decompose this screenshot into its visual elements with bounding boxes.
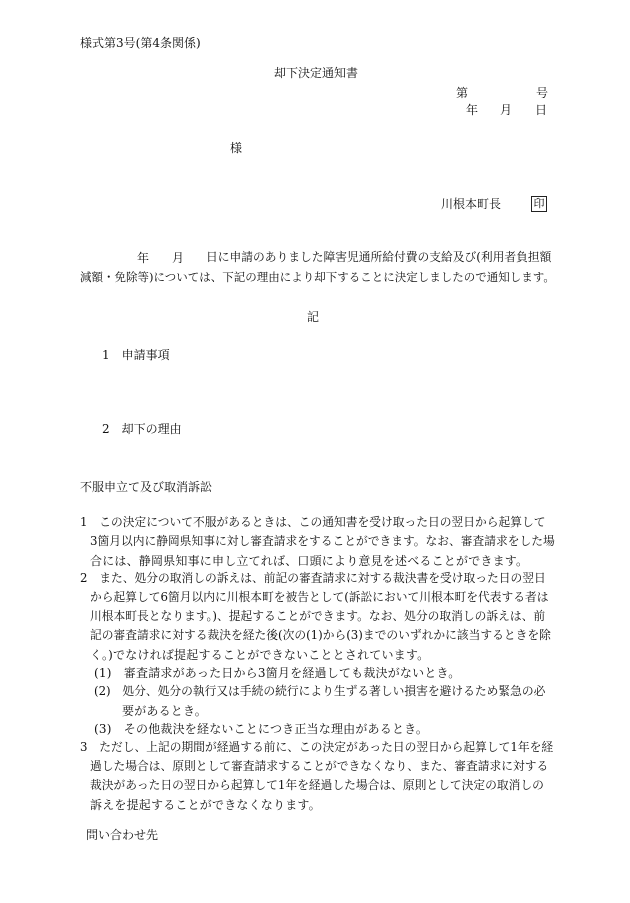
contact-label: 問い合わせ先 [86, 828, 159, 842]
doc-number-prefix: 第 [456, 86, 469, 100]
form-number: 様式第3号(第4条関係) [80, 36, 201, 50]
intro-line2: 減額・免除等)については、下記の理由により却下することに決定しましたので通知します。 [80, 270, 555, 284]
document-title: 却下決定通知書 [274, 66, 359, 80]
intro-line1: 日に申請のありました障害児通所給付費の支給及び(利用者負担額 [206, 250, 552, 264]
item1-line1: 1 この決定について不服があるときは、この通知書を受け取った日の翌日から起算して [80, 515, 546, 529]
intro-month: 月 [172, 251, 185, 265]
date-year: 年 [466, 103, 479, 117]
sub-item-3: (3) その他裁決を経ないことにつき正当な理由があるとき。 [94, 722, 429, 736]
appeal-heading: 不服申立て及び取消訴訟 [80, 480, 213, 494]
sender-name: 川根本町長 [441, 197, 502, 211]
item2-line1: 2 また、処分の取消しの訴えは、前記の審査請求に対する裁決書を受け取った日の翌日 [80, 571, 546, 585]
item2-line4: 記の審査請求に対する裁決を経た後(次の(1)から(3)までのいずれかに該当するときを除 [90, 628, 551, 642]
item2-line2: から起算して6箇月以内に川根本町を被告として(訴訟において川根本町を代表する者は [90, 590, 549, 604]
intro-year: 年 [137, 251, 150, 265]
sub-item-1: (1) 審査請求があった日から3箇月を経過しても裁決がないとき。 [94, 666, 461, 680]
item2-line5: く。)でなければ提起することができないこととされています。 [90, 648, 430, 662]
addressee-suffix: 様 [230, 141, 243, 155]
section-application-matters: 1 申請事項 [102, 348, 170, 362]
sub-item-2-line1: (2) 処分、処分の執行又は手続の続行により生ずる著しい損害を避けるため緊急の必 [94, 684, 546, 698]
item3-line2: 過した場合は、原則として審査請求することができなくなり、また、審査請求に対する [90, 759, 549, 773]
item1-line3: 合には、静岡県知事に申し立てれば、口頭により意見を述べることができます。 [90, 554, 529, 568]
sub-item-2-line2: 要があるとき。 [122, 704, 207, 718]
date-month: 月 [500, 103, 513, 117]
doc-number-suffix: 号 [536, 86, 549, 100]
seal-stamp: 印 [531, 196, 547, 212]
item2-line3: 川根本町長となります。)、提起することができます。なお、処分の取消しの訴えは、前 [90, 609, 546, 623]
date-day: 日 [535, 103, 548, 117]
item1-line2: 3箇月以内に静岡県知事に対し審査請求をすることができます。なお、審査請求をした場 [90, 534, 555, 548]
section-rejection-reason: 2 却下の理由 [102, 422, 182, 436]
item3-line1: 3 ただし、上記の期間が経過する前に、この決定があった日の翌日から起算して1年を経 [80, 740, 554, 754]
item3-line3: 裁決があった日の翌日から起算して1年を経過した場合は、原則として決定の取消しの [90, 778, 544, 792]
item3-line4: 訴えを提起することができなくなります。 [90, 798, 321, 812]
ki-heading: 記 [307, 310, 320, 324]
